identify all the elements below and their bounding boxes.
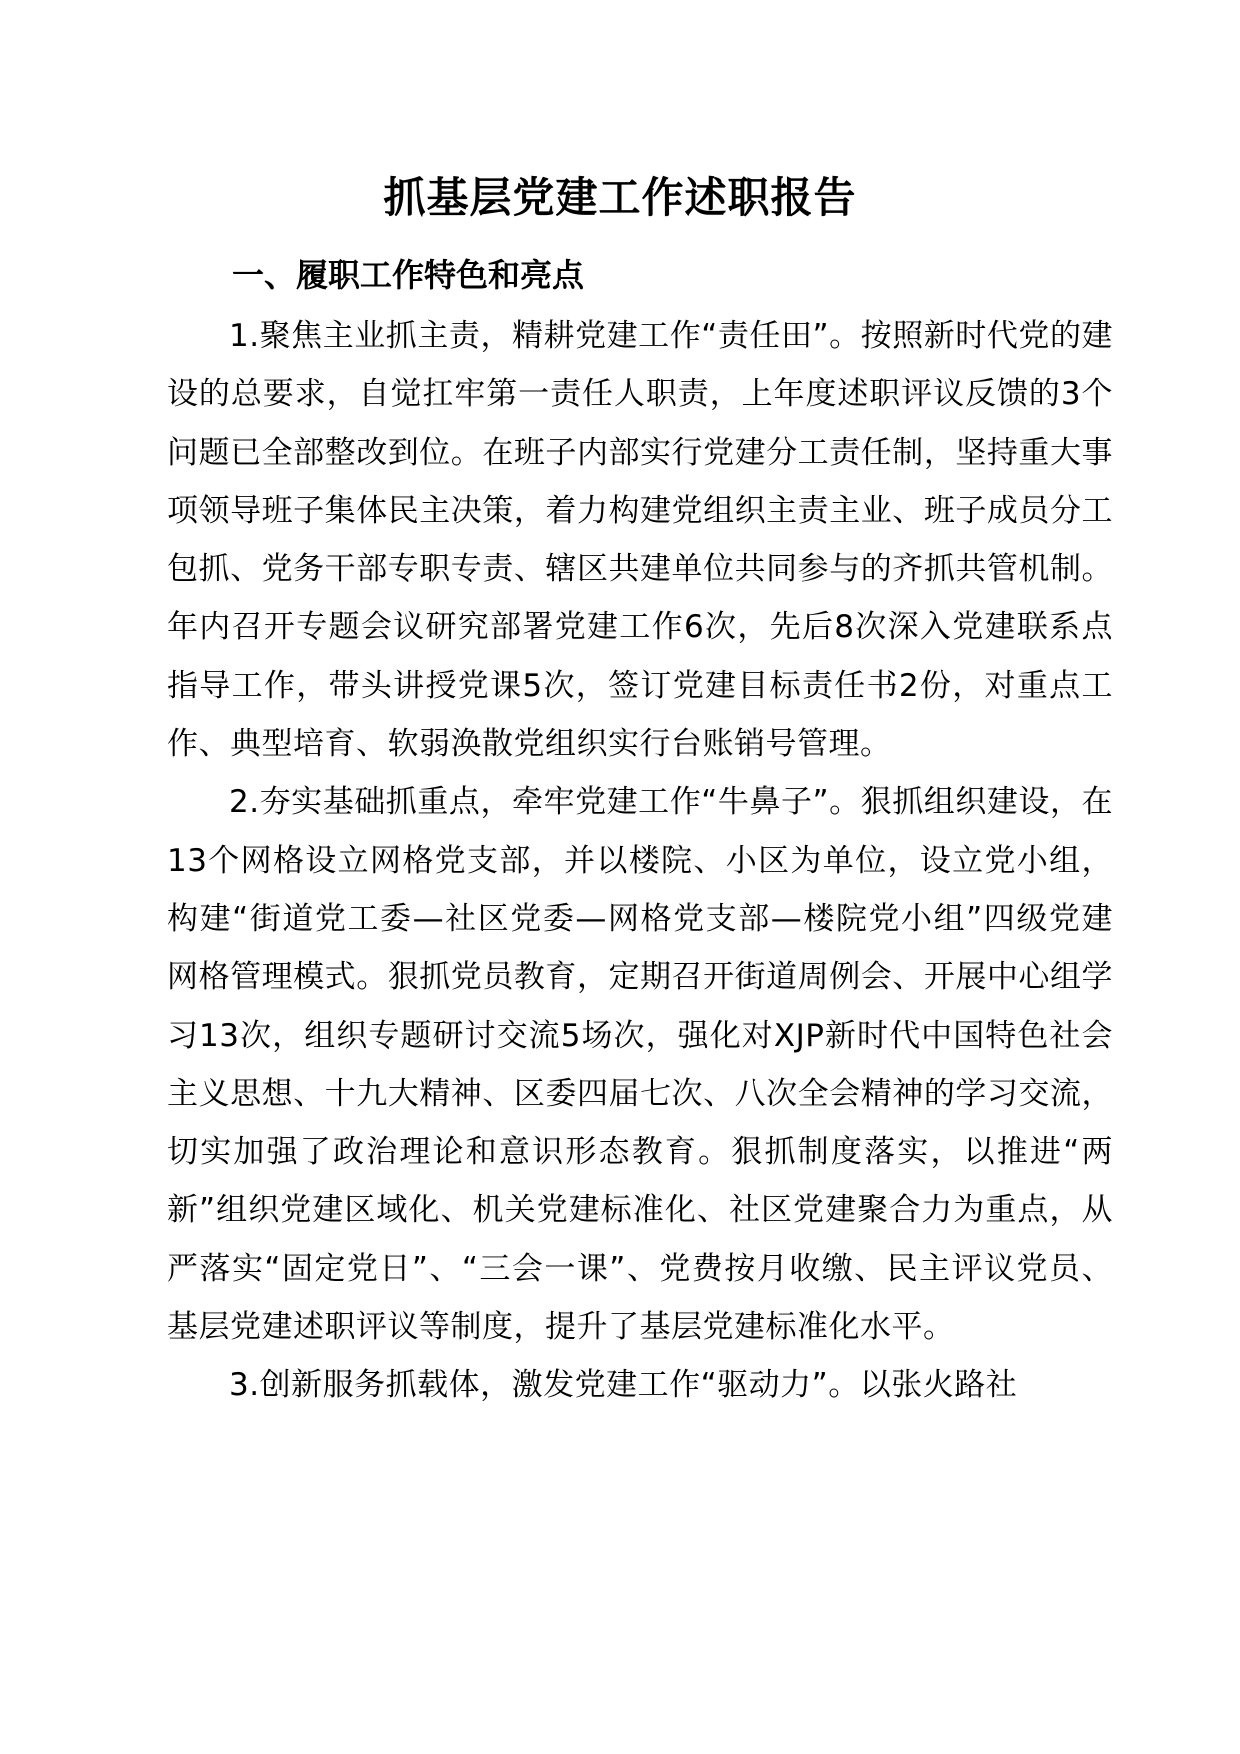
paragraph-1: 1.聚焦主业抓主责，精耕党建工作“责任田”。按照新时代党的建设的总要求，自觉扛牢第一责任人职责，上年度述职评议反馈的3个问题已全部整改到位。在班子内部实行党建分工责任制，坚持重大事项领导班子集体民主决策，着力构建党组织主责主业、班子成员分工包抓、党务干部专职专责、辖区共建单位共同参与的齐抓共管机制。年内召开专题会议研究部署党建工作6次，先后8次深入党建联系点指导工作，带头讲授党课5次，签订党建目标责任书2份，对重点工作、典型培育、软弱涣散党组织实行台账销号管理。	[167, 318, 1113, 763]
paragraph-2: 2.夯实基础抓重点，牵牢党建工作“牛鼻子”。狠抓组织建设，在13个网格设立网格党支部，并以楼院、小区为单位，设立党小组，构建“街道党工委—社区党委—网格党支部—楼院党小组”四级党建网格管理模式。狠抓党员教育，定期召开街道周例会、开展中心组学习13次，组织专题研讨交流5场次，强化对XJP新时代中国特色社会主义思想、十九大精神、区委四届七次、八次全会精神的学习交流，切实加强了政治理论和意识形态教育。狠抓制度落实，以推进“两新”组织党建区域化、机关党建标准化、社区党建聚合力为重点，从严落实“固定党日”、“三会一课”、党费按月收缴、民主评议党员、基层党建述职评议等制度，提升了基层党建标准化水平。	[167, 784, 1113, 1346]
document-title: 抓基层党建工作述职报告	[383, 173, 857, 222]
paragraph-3: 3.创新服务抓载体，激发党建工作“驱动力”。以张火路社	[229, 1367, 1018, 1404]
document-body	[167, 307, 1113, 1415]
section-heading: 一、履职工作特色和亮点	[232, 256, 585, 294]
